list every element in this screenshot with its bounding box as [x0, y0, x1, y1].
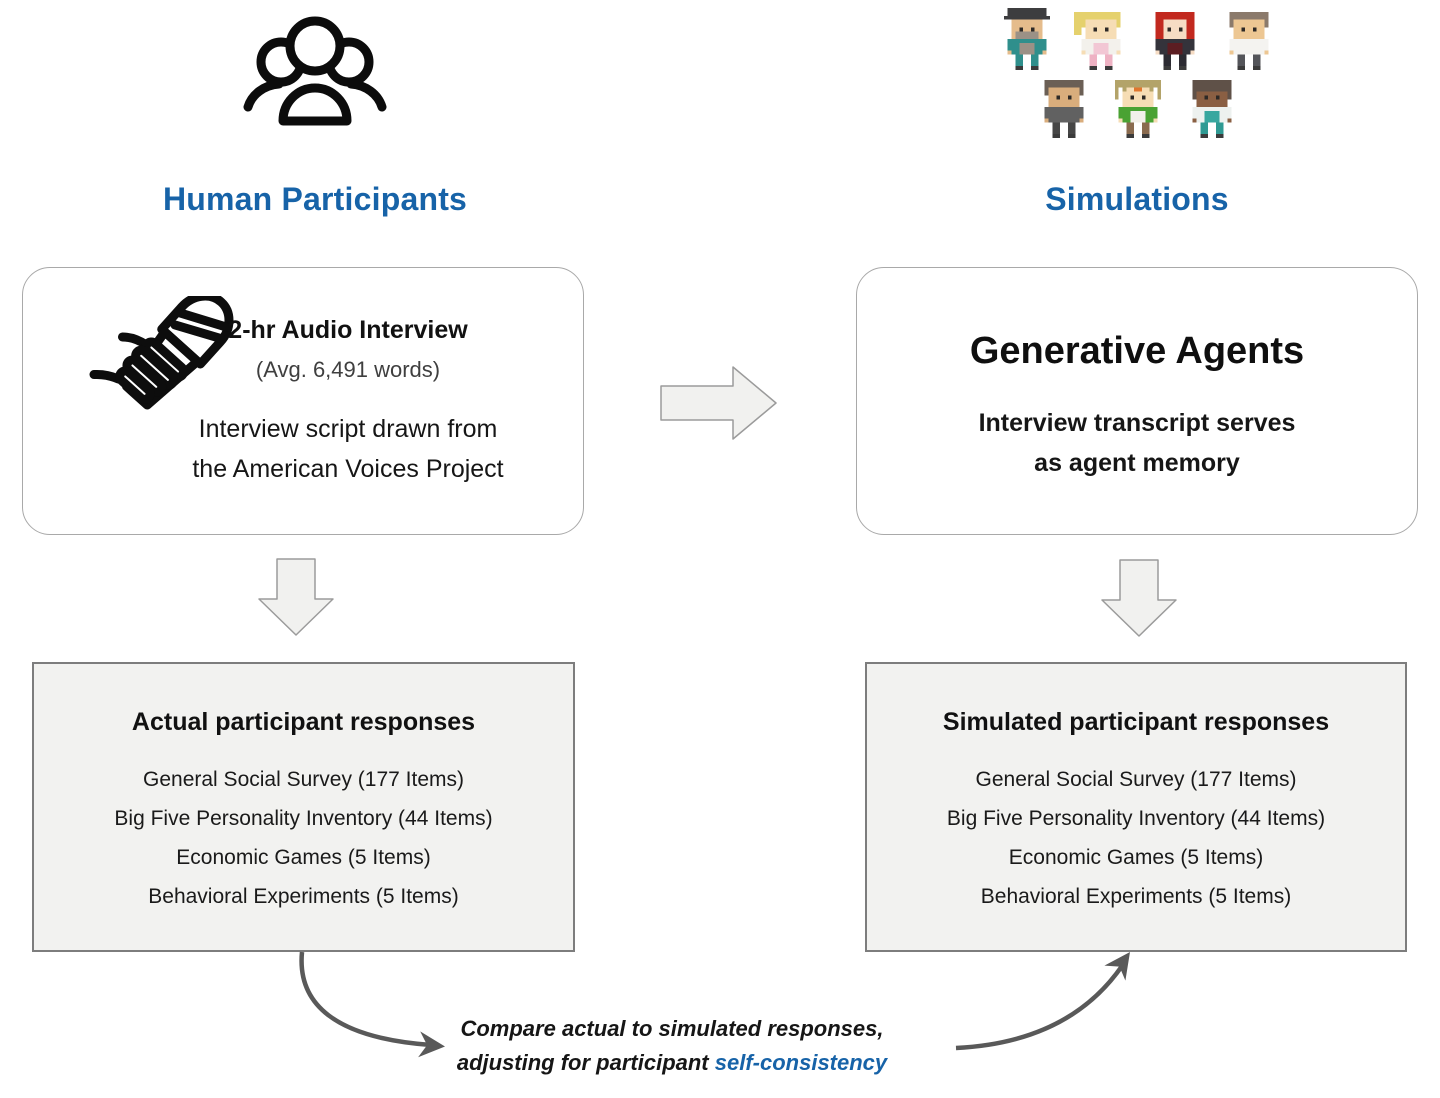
list-item: Behavioral Experiments (5 Items): [980, 885, 1292, 908]
list-item: Economic Games (5 Items): [176, 846, 431, 869]
caption-self-consistency: self-consistency: [714, 1050, 888, 1075]
right-block-arrow: [660, 366, 778, 440]
pixel-avatar-blonde-woman: [1074, 8, 1128, 70]
simulations-heading: Simulations: [1045, 181, 1229, 217]
actual-responses-box: [32, 662, 575, 952]
actual-responses-list: [34, 760, 573, 916]
interview-description-line1: Interview script drawn from: [198, 415, 498, 443]
caption-line1: Compare actual to simulated responses,: [460, 1016, 884, 1041]
pixel-avatars: [975, 8, 1300, 138]
pixel-avatar-man-green-jacket: [1111, 76, 1165, 138]
actual-responses-title: Actual participant responses: [131, 708, 476, 736]
interview-text: [118, 268, 578, 489]
agents-description-line1: Interview transcript serves: [978, 409, 1296, 437]
generative-agents-box: [856, 267, 1418, 535]
interview-title: 2-hr Audio Interview: [228, 316, 468, 344]
list-item: Big Five Personality Inventory (44 Items): [946, 807, 1326, 830]
simulated-responses-box: [865, 662, 1407, 952]
simulated-responses-list: [867, 760, 1405, 916]
list-item: Big Five Personality Inventory (44 Items): [114, 807, 493, 830]
interview-box: [22, 267, 584, 535]
agents-description: [857, 403, 1417, 483]
pixel-avatar-person-teal-outfit: [1185, 76, 1239, 138]
avatar-row-top: [975, 8, 1300, 70]
people-group-icon: [240, 8, 390, 134]
interview-description: [118, 409, 578, 489]
down-block-arrow-left: [258, 558, 334, 636]
down-block-arrow-right: [1101, 559, 1177, 637]
list-item: Economic Games (5 Items): [1008, 846, 1264, 869]
simulated-responses-title: Simulated participant responses: [942, 708, 1330, 736]
comparison-caption: [422, 1012, 922, 1080]
agents-description-line2: as agent memory: [1034, 449, 1240, 477]
interview-subtitle: (Avg. 6,491 words): [255, 357, 441, 382]
curved-arrow-right: [952, 944, 1152, 1062]
pixel-avatar-red-haired-woman: [1148, 8, 1202, 70]
list-item: General Social Survey (177 Items): [975, 768, 1297, 791]
human-participants-heading: Human Participants: [162, 181, 468, 217]
agents-title: Generative Agents: [969, 330, 1305, 372]
pixel-avatar-man-gray-suit: [1037, 76, 1091, 138]
list-item: General Social Survey (177 Items): [143, 768, 464, 791]
avatar-row-bottom: [975, 76, 1300, 138]
pixel-avatar-man-with-hat: [1000, 8, 1054, 70]
interview-description-line2: the American Voices Project: [192, 455, 504, 483]
agents-text: [857, 268, 1417, 483]
pixel-avatar-man-white-shirt: [1222, 8, 1276, 70]
list-item: Behavioral Experiments (5 Items): [148, 885, 459, 908]
caption-line2-prefix: adjusting for participant: [456, 1050, 715, 1075]
